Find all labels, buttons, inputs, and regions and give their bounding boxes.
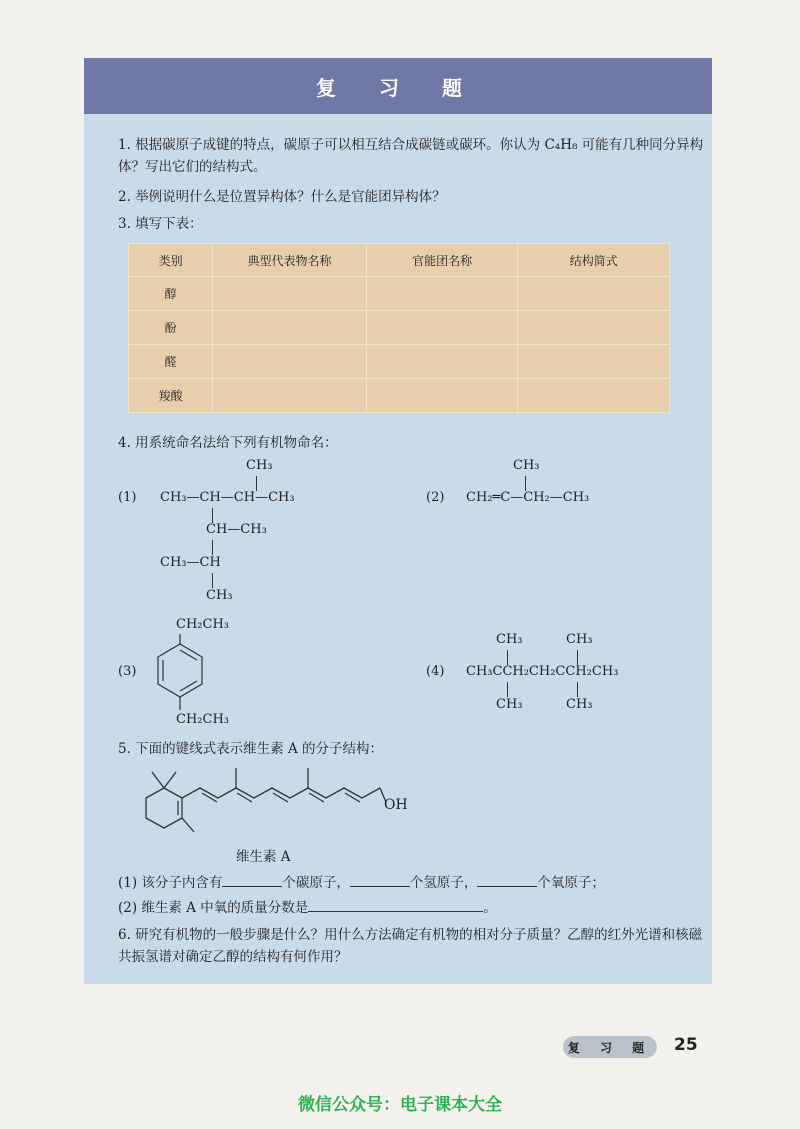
structure-4-main-chain: CH₃CCH₂CH₂CCH₂CH₃ bbox=[466, 664, 619, 679]
structure-2-label: (2) bbox=[426, 490, 445, 505]
structure-1-label: (1) bbox=[118, 490, 137, 505]
section-title: 复 习 题 bbox=[316, 75, 480, 100]
table-cell-blank[interactable] bbox=[518, 277, 670, 311]
bond-line bbox=[507, 682, 508, 697]
oxygen-fraction-blank[interactable] bbox=[308, 897, 483, 912]
q5-1-text-c: 个氢原子， bbox=[409, 875, 478, 891]
table-cell-category: 醇 bbox=[129, 277, 213, 311]
table-cell-blank[interactable] bbox=[366, 345, 518, 379]
benzene-ring-icon bbox=[150, 634, 210, 714]
table-cell-blank[interactable] bbox=[213, 311, 367, 345]
table-row bbox=[129, 311, 670, 345]
carbon-count-blank[interactable] bbox=[222, 872, 282, 887]
structure-3-bottom-ethyl: CH₂CH₃ bbox=[176, 712, 229, 727]
table-row bbox=[129, 379, 670, 413]
question-6: 6. 研究有机物的一般步骤是什么？用什么方法确定有机物的相对分子质量？乙醇的红外光谱和核磁共振氢谱对确定乙醇的结构有何作用？ bbox=[118, 927, 703, 965]
functional-group-table bbox=[128, 243, 670, 413]
structure-1-top-methyl: CH₃ bbox=[246, 458, 273, 473]
structure-2-main-chain: CH₂═C—CH₂—CH₃ bbox=[466, 490, 590, 505]
table-header: 官能团名称 bbox=[366, 244, 518, 277]
table-cell-category: 羧酸 bbox=[129, 379, 213, 413]
bond-line bbox=[577, 650, 578, 665]
table-cell-category: 醛 bbox=[129, 345, 213, 379]
bond-line bbox=[525, 476, 526, 491]
table-cell-blank[interactable] bbox=[518, 379, 670, 413]
oxygen-count-blank[interactable] bbox=[477, 872, 537, 887]
question-4: 4. 用系统命名法给下列有机物命名： bbox=[118, 435, 338, 451]
table-cell-blank[interactable] bbox=[213, 379, 367, 413]
bond-line bbox=[577, 682, 578, 697]
watermark-text: 微信公众号：电子课本大全 bbox=[298, 1095, 502, 1115]
table-cell-blank[interactable] bbox=[366, 311, 518, 345]
section-tag-label: 复 习 题 bbox=[567, 1040, 653, 1055]
table-header: 类别 bbox=[129, 244, 213, 277]
question-2: 2. 举例说明什么是位置异构体？什么是官能团异构体？ bbox=[118, 189, 446, 205]
bond-line bbox=[212, 508, 213, 523]
table-cell-blank[interactable] bbox=[518, 311, 670, 345]
table-cell-blank[interactable] bbox=[366, 277, 518, 311]
bond-line bbox=[212, 540, 213, 555]
table-row bbox=[129, 345, 670, 379]
question-1: 1. 根据碳原子成键的特点，碳原子可以相互结合成碳链或碳环。你认为 C₄H₈ 可能有几种同分异构体？写出它们的结构式。 bbox=[118, 137, 704, 175]
vitamin-a-structure-icon bbox=[124, 762, 394, 842]
structure-3-label: (3) bbox=[118, 664, 137, 679]
vitamin-a-label: 维生素 A bbox=[236, 849, 291, 865]
q5-1-text-a: (1) 该分子内含有 bbox=[118, 875, 223, 891]
structure-4-bottom-methyl-1: CH₃ bbox=[496, 697, 523, 712]
table-header: 结构简式 bbox=[518, 244, 670, 277]
bond-line bbox=[507, 650, 508, 665]
structure-4-label: (4) bbox=[426, 664, 445, 679]
vitamin-a-oh: OH bbox=[384, 797, 408, 813]
bond-line bbox=[256, 476, 257, 491]
question-3: 3. 填写下表： bbox=[118, 216, 203, 232]
bond-line bbox=[212, 573, 213, 588]
table-cell-category: 酚 bbox=[129, 311, 213, 345]
structure-3-top-ethyl: CH₂CH₃ bbox=[176, 617, 229, 632]
structure-4-top-methyl-2: CH₃ bbox=[566, 632, 593, 647]
table-cell-blank[interactable] bbox=[518, 345, 670, 379]
structure-1-branch: CH—CH₃ bbox=[206, 522, 267, 537]
page-number: 25 bbox=[674, 1035, 698, 1055]
table-row bbox=[129, 277, 670, 311]
table-cell-blank[interactable] bbox=[366, 379, 518, 413]
structure-4-bottom-methyl-2: CH₃ bbox=[566, 697, 593, 712]
question-5: 5. 下面的键线式表示维生素 A 的分子结构： bbox=[118, 741, 384, 757]
q5-2-text-b: 。 bbox=[483, 900, 497, 916]
table-cell-blank[interactable] bbox=[213, 277, 367, 311]
structure-1-bottom-methyl: CH₃ bbox=[206, 588, 233, 603]
table-header: 典型代表物名称 bbox=[213, 244, 367, 277]
question-5-part-2 bbox=[118, 897, 497, 919]
question-5-part-1 bbox=[118, 872, 605, 894]
q5-2-text-a: (2) 维生素 A 中氧的质量分数是 bbox=[118, 900, 309, 916]
structure-1-lower-branch: CH₃—CH bbox=[160, 555, 221, 570]
structure-1-main-chain: CH₃—CH—CH—CH₃ bbox=[160, 490, 295, 505]
q5-1-text-d: 个氧原子； bbox=[537, 875, 605, 891]
section-header bbox=[84, 58, 712, 114]
q5-1-text-b: 个碳原子， bbox=[282, 875, 350, 891]
structure-4-top-methyl-1: CH₃ bbox=[496, 632, 523, 647]
structure-2-top-methyl: CH₃ bbox=[513, 458, 540, 473]
hydrogen-count-blank[interactable] bbox=[350, 872, 410, 887]
table-cell-blank[interactable] bbox=[213, 345, 367, 379]
section-tag bbox=[563, 1036, 657, 1058]
